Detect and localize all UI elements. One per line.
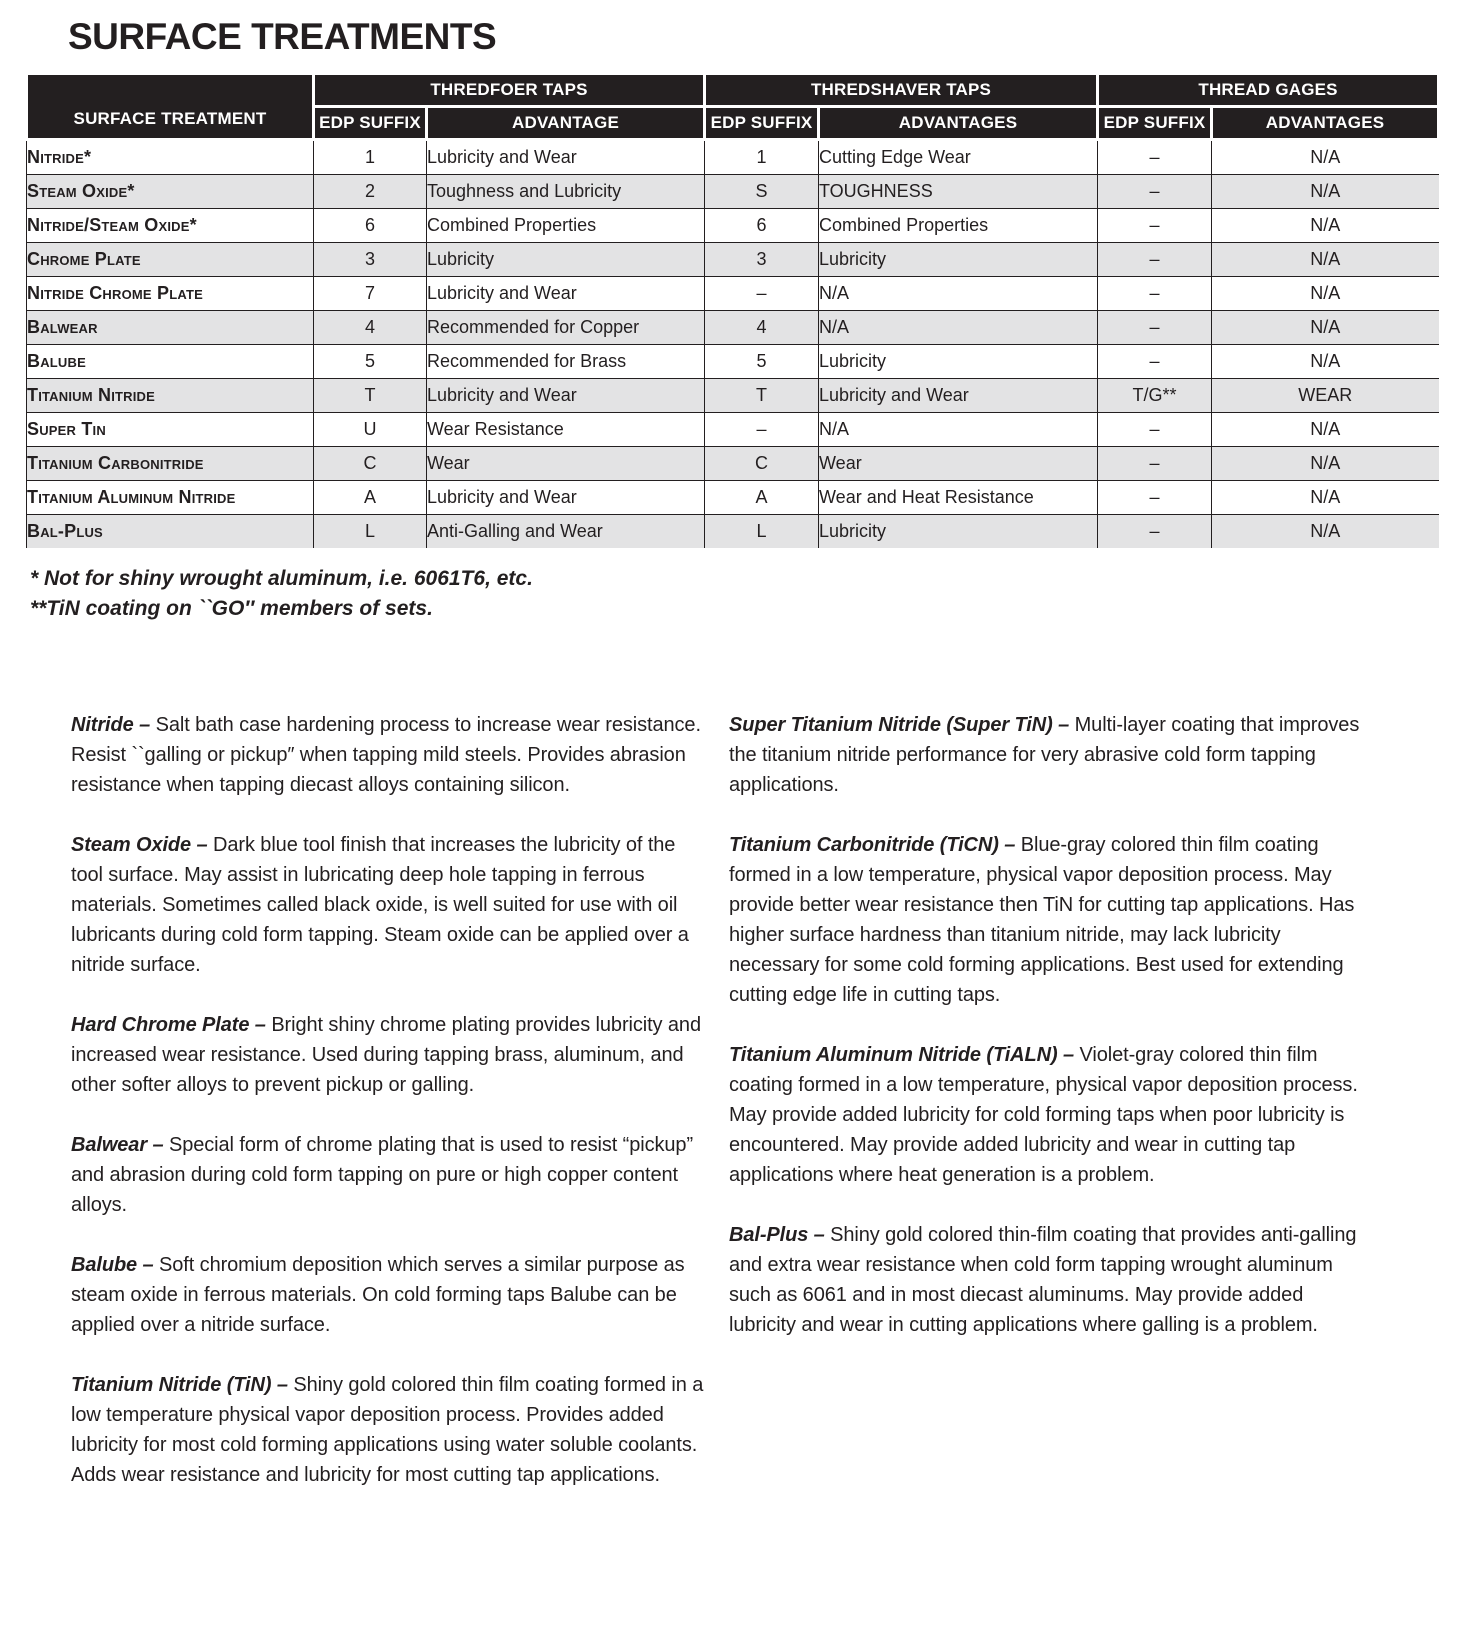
column-header-tg-advantages: ADVANTAGES (1212, 107, 1439, 140)
tg-suffix-cell: – (1098, 243, 1212, 277)
tg-advantage-cell: N/A (1212, 481, 1439, 515)
definition-titanium-nitride (71, 1370, 704, 1490)
tf-advantage-cell: Lubricity and Wear (427, 481, 705, 515)
table-row (27, 345, 1439, 379)
tf-suffix-cell: T (314, 379, 427, 413)
group-header-thread-gages: THREAD GAGES (1098, 74, 1439, 107)
definition-text: Shiny gold colored thin-film coating that provides anti-galling and extra wear resistance when cold form tapping wrought aluminum such as 6061 and in most diecast aluminums. May provide added lubricity and wear in cutting applications where galling is a problem. (729, 1224, 1357, 1336)
definition-text: Multi-layer coating that improves the titanium nitride performance for very abrasive cold form tapping applications. (729, 714, 1360, 796)
ts-suffix-cell: S (705, 175, 819, 209)
group-header-row (27, 74, 1439, 107)
tg-advantage-cell: N/A (1212, 243, 1439, 277)
tg-advantage-cell: N/A (1212, 345, 1439, 379)
group-header-thredfoer-taps: THREDFOER TAPS (314, 74, 705, 107)
definition-balwear (71, 1130, 704, 1220)
definition-text: Special form of chrome plating that is used to resist “pickup” and abrasion during cold form tapping on pure or high copper content alloys. (71, 1134, 694, 1216)
tf-suffix-cell: 7 (314, 277, 427, 311)
column-header-tf-edp-suffix: EDP SUFFIX (314, 107, 427, 140)
ts-suffix-cell: A (705, 481, 819, 515)
ts-suffix-cell: – (705, 413, 819, 447)
definitions-section (0, 710, 1461, 1520)
treatment-cell: Nitride* (27, 140, 314, 175)
tg-suffix-cell: – (1098, 311, 1212, 345)
ts-advantage-cell: Lubricity (819, 345, 1098, 379)
definition-text: Salt bath case hardening process to increase wear resistance. Resist ``galling or pickup″ when tapping mild steels. Provides abrasion resistance when tapping diecast alloys containing silicon. (71, 714, 701, 796)
treatment-cell: Balube (27, 345, 314, 379)
definition-term: Titanium Carbonitride (TiCN) – (729, 834, 1016, 856)
tf-advantage-cell: Lubricity and Wear (427, 379, 705, 413)
definition-term: Titanium Nitride (TiN) – (71, 1374, 288, 1396)
surface-treatments-table (25, 72, 1440, 548)
tg-advantage-cell: N/A (1212, 413, 1439, 447)
ts-advantage-cell: Wear (819, 447, 1098, 481)
treatment-cell: Nitride Chrome Plate (27, 277, 314, 311)
tg-suffix-cell: – (1098, 175, 1212, 209)
ts-advantage-cell: Wear and Heat Resistance (819, 481, 1098, 515)
ts-suffix-cell: 4 (705, 311, 819, 345)
tf-advantage-cell: Combined Properties (427, 209, 705, 243)
tf-advantage-cell: Recommended for Brass (427, 345, 705, 379)
ts-advantage-cell: N/A (819, 311, 1098, 345)
page-title: SURFACE TREATMENTS (68, 16, 497, 57)
definition-text: Shiny gold colored thin film coating formed in a low temperature physical vapor deposition process. Provides added lubricity for most cold forming applications using water soluble coolants. Adds wear resistance and lubricity for most cutting tap applications. (71, 1374, 704, 1486)
tg-suffix-cell: – (1098, 209, 1212, 243)
definition-titanium-carbonitride (729, 830, 1361, 1010)
definition-text: Blue-gray colored thin film coating formed in a low temperature, physical vapor deposition process. May provide better wear resistance then TiN for cutting tap applications. Has higher surface hardness than titanium nitride, may lack lubricity necessary for some cold forming applications. Best used for extending cutting edge life in cutting taps. (729, 834, 1355, 1006)
ts-suffix-cell: 3 (705, 243, 819, 277)
tf-advantage-cell: Wear (427, 447, 705, 481)
definition-term: Steam Oxide – (71, 834, 208, 856)
ts-suffix-cell: T (705, 379, 819, 413)
definition-text: Bright shiny chrome plating provides lubricity and increased wear resistance. Used during tapping brass, aluminum, and other softer alloys to prevent pickup or galling. (71, 1014, 701, 1096)
column-header-tf-advantage: ADVANTAGE (427, 107, 705, 140)
table-row (27, 243, 1439, 277)
definition-text: Dark blue tool finish that increases the lubricity of the tool surface. May assist in lubricating deep hole tapping in ferrous materials. Sometimes called black oxide, is well suited for use with oil lubricants during cold form tapping. Steam oxide can be applied over a nitride surface. (71, 834, 689, 976)
treatment-cell: Chrome Plate (27, 243, 314, 277)
definition-steam-oxide (71, 830, 704, 980)
tg-suffix-cell: – (1098, 345, 1212, 379)
ts-advantage-cell: Combined Properties (819, 209, 1098, 243)
definition-bal-plus (729, 1220, 1361, 1340)
tf-suffix-cell: 4 (314, 311, 427, 345)
table-row (27, 515, 1439, 549)
definition-term: Balube – (71, 1254, 154, 1276)
table-row (27, 481, 1439, 515)
definition-titanium-aluminum-nitride (729, 1040, 1361, 1190)
treatment-cell: Titanium Aluminum Nitride (27, 481, 314, 515)
ts-advantage-cell: N/A (819, 277, 1098, 311)
treatment-cell: Titanium Nitride (27, 379, 314, 413)
definition-term: Nitride – (71, 714, 151, 736)
definition-term: Titanium Aluminum Nitride (TiALN) – (729, 1044, 1075, 1066)
ts-suffix-cell: L (705, 515, 819, 549)
tf-advantage-cell: Lubricity (427, 243, 705, 277)
ts-advantage-cell: Cutting Edge Wear (819, 140, 1098, 175)
definition-term: Hard Chrome Plate – (71, 1014, 266, 1036)
tg-advantage-cell: N/A (1212, 277, 1439, 311)
tg-advantage-cell: N/A (1212, 515, 1439, 549)
tg-suffix-cell: – (1098, 447, 1212, 481)
table-row (27, 447, 1439, 481)
ts-suffix-cell: 6 (705, 209, 819, 243)
tf-advantage-cell: Toughness and Lubricity (427, 175, 705, 209)
table-header (27, 74, 1439, 140)
tf-suffix-cell: C (314, 447, 427, 481)
column-header-tg-edp-suffix: EDP SUFFIX (1098, 107, 1212, 140)
footnotes (30, 564, 1461, 624)
definition-balube (71, 1250, 704, 1340)
tg-advantage-cell: N/A (1212, 209, 1439, 243)
tf-suffix-cell: 2 (314, 175, 427, 209)
treatment-cell: Balwear (27, 311, 314, 345)
definitions-right-column (729, 710, 1361, 1520)
footnote-double-asterisk: **TiN coating on ``GO″ members of sets. (30, 597, 433, 620)
tg-suffix-cell: – (1098, 515, 1212, 549)
tg-suffix-cell: – (1098, 413, 1212, 447)
ts-advantage-cell: Lubricity and Wear (819, 379, 1098, 413)
tf-suffix-cell: A (314, 481, 427, 515)
column-header-surface-treatment: SURFACE TREATMENT (27, 74, 314, 140)
tf-suffix-cell: 6 (314, 209, 427, 243)
tg-advantage-cell: N/A (1212, 140, 1439, 175)
ts-suffix-cell: C (705, 447, 819, 481)
treatment-cell: Super Tin (27, 413, 314, 447)
treatment-cell: Steam Oxide* (27, 175, 314, 209)
column-header-ts-edp-suffix: EDP SUFFIX (705, 107, 819, 140)
definition-term: Bal-Plus – (729, 1224, 825, 1246)
treatment-cell: Titanium Carbonitride (27, 447, 314, 481)
tf-suffix-cell: L (314, 515, 427, 549)
ts-advantage-cell: Lubricity (819, 515, 1098, 549)
tf-advantage-cell: Recommended for Copper (427, 311, 705, 345)
tf-advantage-cell: Lubricity and Wear (427, 140, 705, 175)
ts-suffix-cell: 1 (705, 140, 819, 175)
ts-advantage-cell: TOUGHNESS (819, 175, 1098, 209)
group-header-thredshaver-taps: THREDSHAVER TAPS (705, 74, 1098, 107)
definition-text: Violet-gray colored thin film coating formed in a low temperature, physical vapor deposition process. May provide added lubricity for cold forming taps when poor lubricity is encountered. May provide added lubricity and wear in cutting tap applications where heat generation is a problem. (729, 1044, 1358, 1186)
ts-advantage-cell: N/A (819, 413, 1098, 447)
definition-nitride (71, 710, 704, 800)
tg-advantage-cell: WEAR (1212, 379, 1439, 413)
definitions-left-column (71, 710, 704, 1520)
table-row (27, 379, 1439, 413)
ts-suffix-cell: – (705, 277, 819, 311)
tf-suffix-cell: 1 (314, 140, 427, 175)
tg-advantage-cell: N/A (1212, 311, 1439, 345)
tf-advantage-cell: Lubricity and Wear (427, 277, 705, 311)
table-body (27, 140, 1439, 549)
table-row (27, 209, 1439, 243)
column-header-ts-advantages: ADVANTAGES (819, 107, 1098, 140)
tf-advantage-cell: Anti-Galling and Wear (427, 515, 705, 549)
tf-suffix-cell: U (314, 413, 427, 447)
treatment-cell: Bal-Plus (27, 515, 314, 549)
definition-hard-chrome-plate (71, 1010, 704, 1100)
tf-suffix-cell: 3 (314, 243, 427, 277)
tg-suffix-cell: T/G** (1098, 379, 1212, 413)
treatment-cell: Nitride/Steam Oxide* (27, 209, 314, 243)
tg-suffix-cell: – (1098, 140, 1212, 175)
definition-term: Super Titanium Nitride (Super TiN) – (729, 714, 1070, 736)
tf-advantage-cell: Wear Resistance (427, 413, 705, 447)
table-row (27, 277, 1439, 311)
tg-advantage-cell: N/A (1212, 175, 1439, 209)
definition-term: Balwear – (71, 1134, 164, 1156)
ts-advantage-cell: Lubricity (819, 243, 1098, 277)
tg-suffix-cell: – (1098, 277, 1212, 311)
tf-suffix-cell: 5 (314, 345, 427, 379)
tg-suffix-cell: – (1098, 481, 1212, 515)
definition-text: Soft chromium deposition which serves a similar purpose as steam oxide in ferrous materials. On cold forming taps Balube can be applied over a nitride surface. (71, 1254, 685, 1336)
table-row (27, 311, 1439, 345)
tg-advantage-cell: N/A (1212, 447, 1439, 481)
table-row (27, 175, 1439, 209)
ts-suffix-cell: 5 (705, 345, 819, 379)
table-row (27, 413, 1439, 447)
table-row (27, 140, 1439, 175)
footnote-asterisk: * Not for shiny wrought aluminum, i.e. 6061T6, etc. (30, 567, 533, 590)
definition-super-titanium-nitride (729, 710, 1361, 800)
